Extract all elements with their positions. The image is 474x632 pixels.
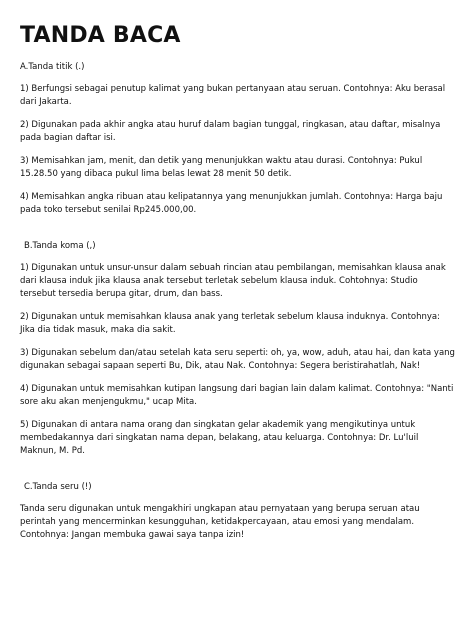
- paragraph: 1) Digunakan untuk unsur-unsur dalam sebuah rincian atau pembilangan, memisahkan klausa anak dari klausa induk jika klausa anak tersebut terletak sebelum klausa induk. Cohtohnya: Studio tersebut tersedia berupa gitar, drum, dan bass.: [20, 263, 446, 299]
- paragraph: 3) Digunakan sebelum dan/atau setelah kata seru seperti: oh, ya, wow, aduh, atau hai, dan kata yang digunakan sebagai sapaan seperti Bu, Dik, atau Nak. Contohnya: Segera beristirahatlah, Nak!: [20, 348, 455, 371]
- paragraph: 4) Digunakan untuk memisahkan kutipan langsung dari bagian lain dalam kalimat. Contohnya: "Nanti sore aku akan menjengukmu," ucap Mita.: [20, 384, 454, 407]
- paragraph: 4) Memisahkan angka ribuan atau kelipatannya yang menunjukkan jumlah. Contohnya: Harga baju pada toko tersebut senilai Rp245.000,00.: [20, 192, 443, 215]
- section-heading-koma: B.Tanda koma (,): [24, 241, 96, 251]
- paragraph: 1) Berfungsi sebagai penutup kalimat yang bukan pertanyaan atau seruan. Contohnya: Aku berasal dari Jakarta.: [20, 84, 446, 107]
- paragraph: 2) Digunakan pada akhir angka atau huruf dalam bagian tunggal, ringkasan, atau daftar, misalnya pada bagian daftar isi.: [20, 120, 441, 143]
- paragraph: 2) Digunakan untuk memisahkan klausa anak yang terletak sebelum klausa induknya. Contohnya: Jika dia tidak masuk, maka dia sakit.: [20, 312, 440, 335]
- paragraph: 5) Digunakan di antara nama orang dan singkatan gelar akademik yang mengikutinya untuk membedakannya dari singkatan nama depan, belakang, atau keluarga. Contohnya: Dr. Lu'luil Maknun, M. Pd.: [20, 420, 419, 456]
- paragraph: Tanda seru digunakan untuk mengakhiri ungkapan atau pernyataan yang berupa seruan atau perintah yang mencerminkan kesungguhan, ketidakpercayaan, atau emosi yang mendalam. Contohnya: Jangan membuka gawai saya tanpa izin!: [20, 504, 420, 540]
- section-heading-seru: C.Tanda seru (!): [24, 482, 92, 492]
- paragraph: 3) Memisahkan jam, menit, dan detik yang menunjukkan waktu atau durasi. Contohnya: Pukul 15.28.50 yang dibaca pukul lima belas lewat 28 menit 50 detik.: [20, 156, 423, 179]
- document-title: TANDA BACA: [20, 23, 181, 48]
- section-heading-titik: A.Tanda titik (.): [20, 62, 85, 72]
